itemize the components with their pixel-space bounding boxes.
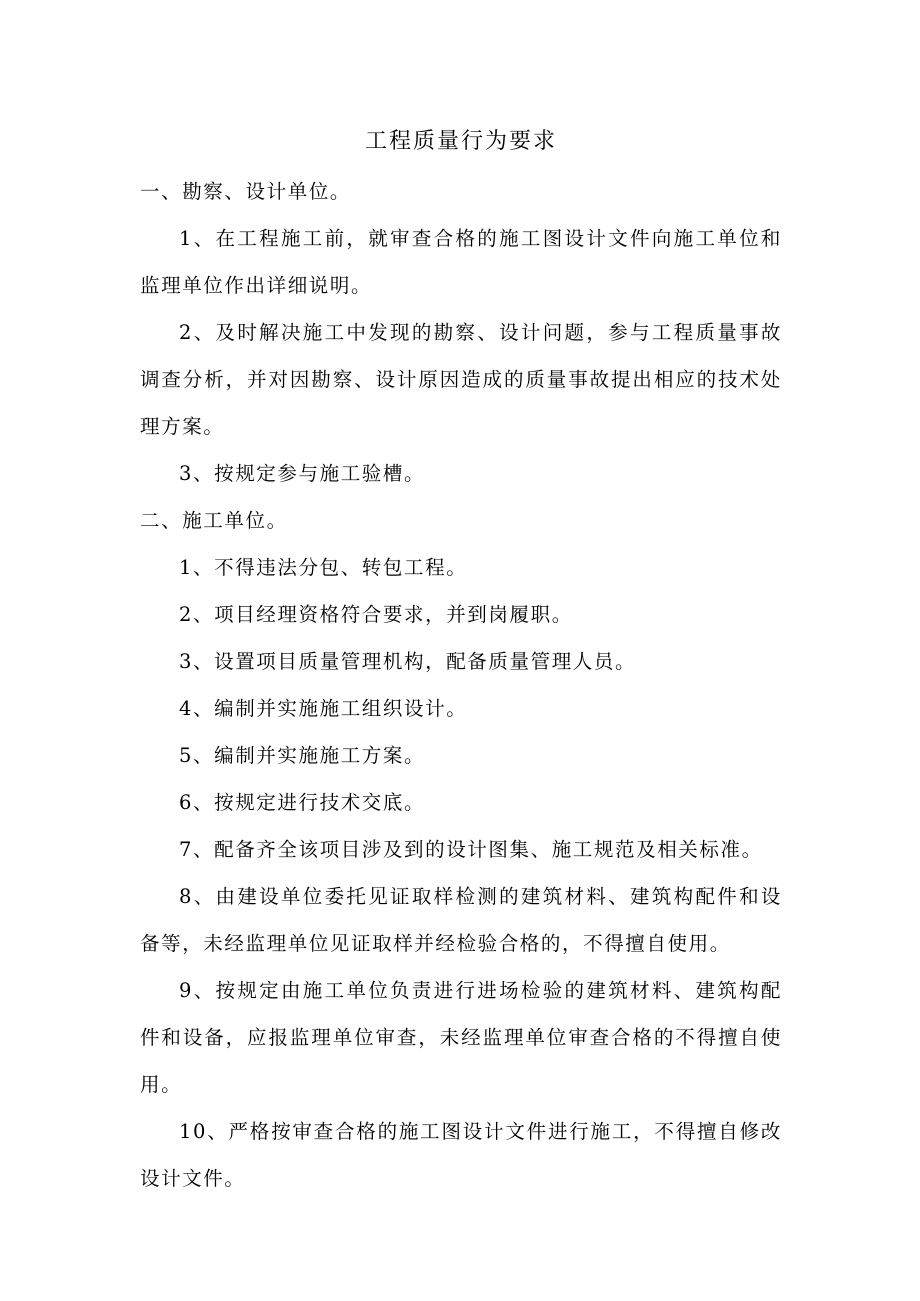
list-item: 3、设置项目质量管理机构，配备质量管理人员。 xyxy=(179,650,637,673)
list-item: 1、在工程施工前，就审查合格的施工图设计文件向施工单位和监理单位作出详细说明。 xyxy=(140,227,782,297)
list-item: 2、及时解决施工中发现的勘察、设计问题，参与工程质量事故调查分析，并对因勘察、设计原因造成的质量事故提出相应的技术处理方案。 xyxy=(140,321,782,438)
section-heading: 一、勘察、设计单位。 xyxy=(140,180,352,203)
list-item: 2、项目经理资格符合要求，并到岗履职。 xyxy=(179,603,573,626)
list-item: 10、严格按审查合格的施工图设计文件进行施工，不得擅自修改设计文件。 xyxy=(140,1120,782,1190)
document-page xyxy=(140,122,782,1202)
list-item: 9、按规定由施工单位负责进行进场检验的建筑材料、建筑构配件和设备，应报监理单位审查，未经监理单位审查合格的不得擅自使用。 xyxy=(140,979,782,1096)
list-item: 8、由建设单位委托见证取样检测的建筑材料、建筑构配件和设备等，未经监理单位见证取样并经检验合格的，不得擅自使用。 xyxy=(140,885,782,955)
list-item: 3、按规定参与施工验槽。 xyxy=(179,462,426,485)
list-item: 6、按规定进行技术交底。 xyxy=(179,791,426,814)
document-title: 工程质量行为要求 xyxy=(364,129,557,154)
section-survey-design xyxy=(140,168,782,497)
section-construction xyxy=(140,497,782,1202)
list-item: 1、不得违法分包、转包工程。 xyxy=(179,556,468,579)
list-item: 5、编制并实施施工方案。 xyxy=(179,744,426,767)
list-item: 7、配备齐全该项目涉及到的设计图集、施工规范及相关标准。 xyxy=(179,838,763,861)
list-item: 4、编制并实施施工组织设计。 xyxy=(179,697,468,720)
section-heading: 二、施工单位。 xyxy=(140,509,288,532)
